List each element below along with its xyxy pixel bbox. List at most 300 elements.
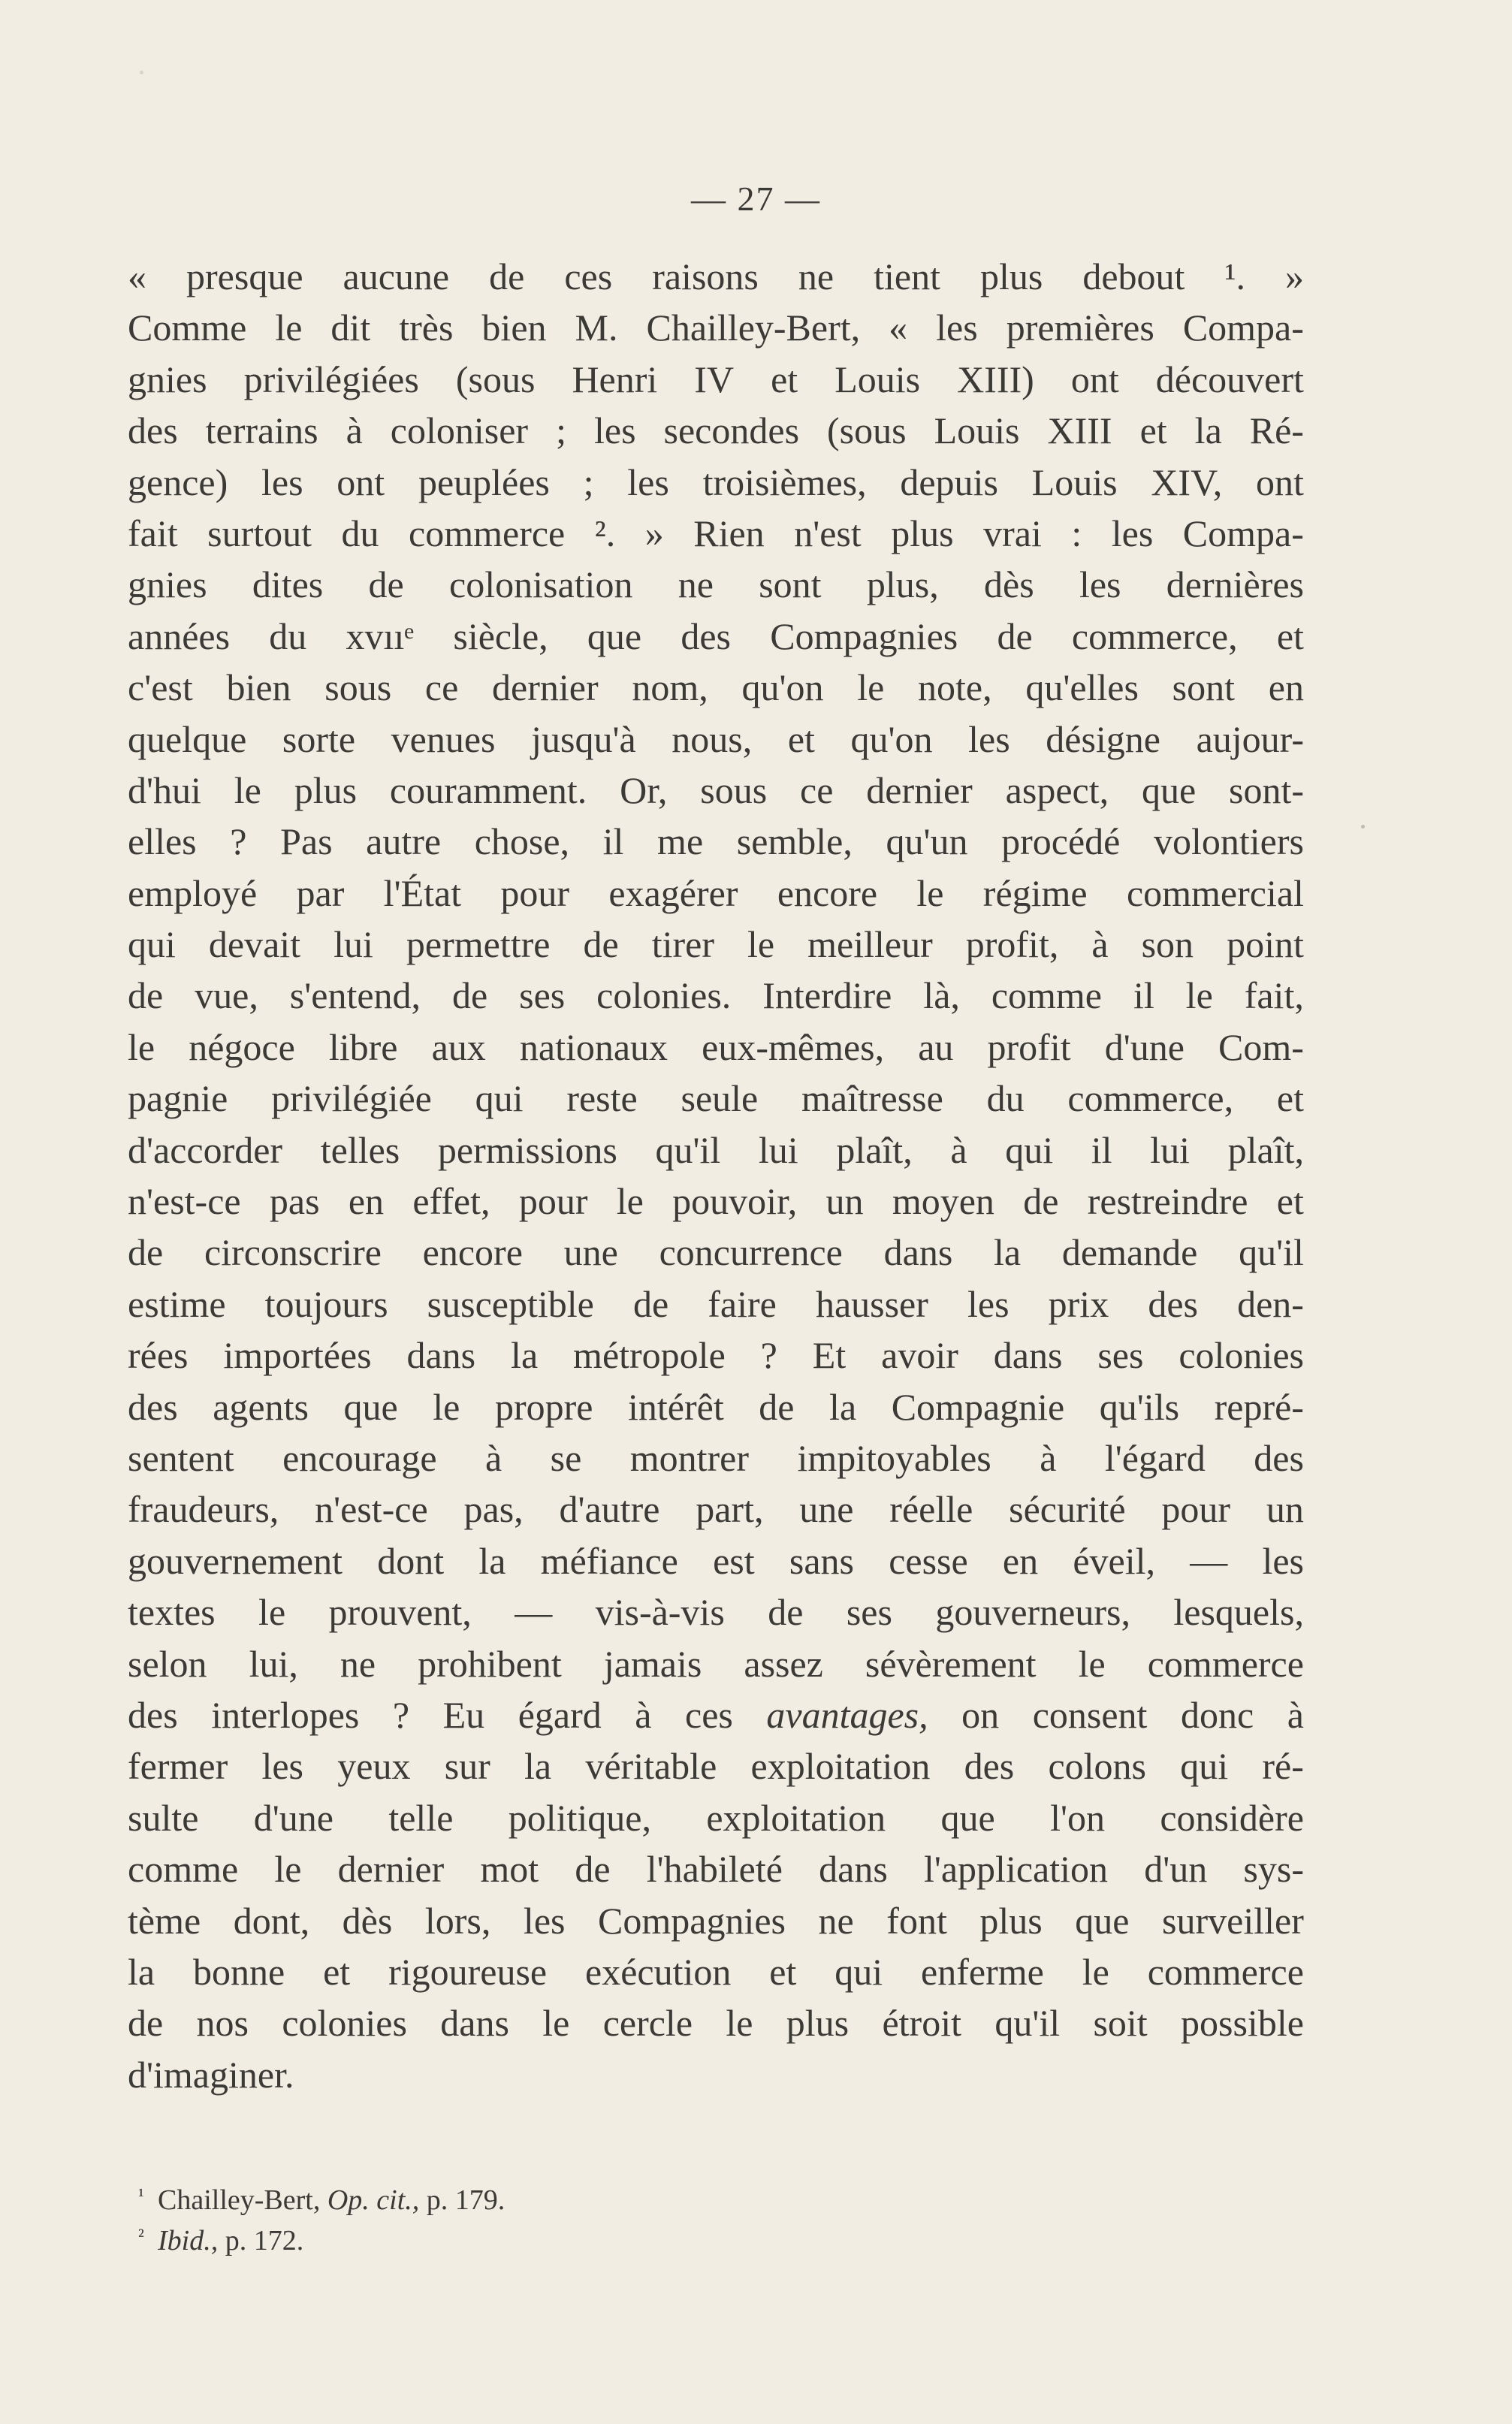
word: vrai (983, 512, 1042, 554)
word: négoce (189, 1025, 295, 1068)
word: bonne (192, 1950, 285, 1993)
word: exploitation (706, 1796, 886, 1839)
word: lui (758, 1128, 798, 1171)
word: estime (128, 1282, 226, 1325)
word: plus (979, 255, 1043, 297)
footnote-1 (138, 2180, 506, 2220)
word: libre (328, 1025, 398, 1068)
word: surtout (207, 512, 312, 554)
body-line (128, 1946, 1304, 1997)
word: demande (1061, 1231, 1198, 1274)
word: que (1141, 768, 1197, 811)
word: le (275, 306, 303, 349)
word: — (1190, 1539, 1228, 1582)
word: siècle, (453, 614, 548, 657)
word: maîtresse (801, 1077, 943, 1120)
word: tirer (651, 923, 714, 966)
word: chose, (474, 820, 570, 863)
word: avantages, (766, 1693, 928, 1736)
body-line (128, 1843, 1304, 1894)
word: fait, (1244, 974, 1304, 1017)
body-line (128, 611, 1304, 662)
word: le (1185, 974, 1213, 1017)
word: montrer (629, 1436, 750, 1479)
word: en (1268, 666, 1304, 709)
word: une (799, 1488, 854, 1531)
word: une (563, 1231, 618, 1274)
word: le (128, 1025, 155, 1068)
word: plus (786, 2002, 850, 2045)
word: secondes (663, 409, 800, 452)
word: Chailley-Bert, (646, 306, 861, 349)
word: den- (1237, 1282, 1304, 1325)
body-line (128, 1330, 1304, 1381)
word: dans (883, 1231, 953, 1274)
footnote-2-page: p. 172. (225, 2225, 304, 2256)
word: d'autre (559, 1488, 660, 1531)
paper-speck (140, 71, 143, 74)
word: ses (1097, 1334, 1144, 1377)
word: jusqu'à (531, 717, 636, 760)
word: de (759, 1385, 795, 1428)
word: couramment. (389, 768, 587, 811)
word: sur (444, 1745, 490, 1788)
word: note, (918, 666, 992, 709)
word: comme (991, 974, 1102, 1017)
word: prix (1048, 1282, 1109, 1325)
body-line (128, 1381, 1304, 1432)
word: à (1040, 1436, 1057, 1479)
word: l'on (1050, 1796, 1105, 1839)
word: à (1287, 1693, 1304, 1736)
word: bien (226, 666, 291, 709)
word: fait (128, 512, 178, 554)
word: à (950, 1128, 967, 1171)
word: telles (320, 1128, 400, 1171)
word: quelque (128, 717, 247, 760)
word: faire (708, 1282, 777, 1325)
word: pour (518, 1180, 588, 1223)
body-line (128, 765, 1304, 816)
word: le (747, 923, 775, 966)
word: restreindre (1087, 1180, 1248, 1223)
word: textes (128, 1591, 216, 1634)
word: ; (556, 409, 566, 452)
word: seule (681, 1077, 759, 1120)
word: le (433, 1385, 460, 1428)
word: colonies (1179, 1334, 1304, 1377)
body-line (128, 1535, 1304, 1586)
word: du (986, 1077, 1025, 1120)
word: on (961, 1693, 1000, 1736)
word: dès (984, 563, 1034, 606)
word: dont (377, 1539, 445, 1582)
word: sont- (1229, 768, 1304, 811)
word: qu'il (994, 2002, 1061, 2045)
word: que (940, 1796, 995, 1839)
word: importées (223, 1334, 372, 1377)
word: ont (1255, 460, 1304, 503)
word: encore (422, 1231, 523, 1274)
word: hausser (815, 1282, 928, 1325)
word: raisons (652, 255, 759, 297)
word: IV (694, 358, 735, 400)
word: le (616, 1180, 644, 1223)
footnote-1-mark: ¹ (138, 2184, 144, 2206)
word: dites (252, 563, 324, 606)
word: assez (744, 1642, 823, 1685)
word: Comme (128, 306, 247, 349)
word: le (542, 2002, 570, 2045)
body-line (128, 508, 1304, 559)
word: profit, (965, 923, 1059, 966)
word: enferme (921, 1950, 1044, 1993)
word: vis-à-vis (595, 1591, 725, 1634)
word: la (524, 1745, 552, 1788)
body-line (128, 868, 1304, 919)
body-line (128, 1124, 1304, 1176)
word: permettre (406, 923, 551, 966)
word: (sous (827, 409, 907, 452)
word: et (769, 1950, 797, 1993)
word: xvııᵉ (346, 614, 415, 657)
word: repré- (1214, 1385, 1304, 1428)
word: les (968, 717, 1010, 760)
word: ce (800, 768, 834, 811)
word: depuis (900, 460, 998, 503)
word: consent (1032, 1693, 1148, 1736)
word: ré- (1262, 1745, 1304, 1788)
word: la (829, 1385, 857, 1428)
word: sentent (128, 1436, 234, 1479)
word: plus (294, 768, 358, 811)
word: il (1133, 974, 1154, 1017)
word: lors, (424, 1899, 491, 1942)
body-line (128, 302, 1304, 353)
word: qui (1005, 1128, 1054, 1171)
word: rées (128, 1334, 189, 1377)
body-line (128, 1586, 1304, 1638)
word: les (1079, 563, 1121, 606)
body-line (128, 1740, 1304, 1792)
word: de (128, 974, 164, 1017)
word: de (768, 1591, 804, 1634)
word: désigne (1046, 717, 1160, 760)
word: sous (700, 768, 768, 811)
word: il (602, 820, 624, 863)
word: Com- (1218, 1025, 1304, 1068)
word: le (916, 871, 944, 914)
word: nationaux (519, 1025, 668, 1068)
word: ? (392, 1693, 410, 1736)
word: éveil, (1073, 1539, 1155, 1582)
word: sys- (1243, 1848, 1304, 1891)
word: et (1276, 1077, 1304, 1120)
paper-speck (1361, 825, 1365, 829)
word: la (511, 1334, 539, 1377)
body-line (128, 1073, 1304, 1124)
word: — (515, 1591, 553, 1634)
word: pas (269, 1180, 320, 1223)
word: ont (1070, 358, 1119, 400)
body-line (128, 1484, 1304, 1535)
word: dès (342, 1899, 393, 1942)
word: réelle (889, 1488, 973, 1531)
word: qui (834, 1950, 883, 1993)
word: très (399, 306, 454, 349)
word: dernières (1166, 563, 1304, 606)
word: nos (196, 2002, 249, 2045)
word: l'application (923, 1848, 1109, 1891)
word: en (1002, 1539, 1039, 1582)
word: (sous (455, 358, 536, 400)
word: commerce (409, 512, 566, 554)
word: point (1227, 923, 1304, 966)
word: politique, (508, 1796, 651, 1839)
word: de (489, 255, 525, 297)
word: ? (760, 1334, 777, 1377)
word: et (771, 358, 798, 400)
word: le (726, 2002, 753, 2045)
word: surveiller (1162, 1899, 1304, 1942)
body-line (128, 1022, 1304, 1073)
word: susceptible (427, 1282, 594, 1325)
word: un (1266, 1488, 1304, 1531)
word: cercle (602, 2002, 693, 2045)
word: Compagnie (891, 1385, 1065, 1428)
word: fraudeurs, (128, 1488, 279, 1531)
word: est (713, 1539, 755, 1582)
word: commerce, (1067, 1077, 1234, 1120)
word: « (128, 255, 146, 297)
word: colonies (282, 2002, 407, 2045)
word: les (593, 409, 636, 452)
word: aux (431, 1025, 486, 1068)
word: il (1091, 1128, 1112, 1171)
word: peuplées (418, 460, 550, 503)
word: telle (388, 1796, 454, 1839)
word: M. (575, 306, 618, 349)
word: Compagnies (598, 1899, 786, 1942)
word: pour (1161, 1488, 1231, 1531)
word: de (632, 1282, 669, 1325)
word: colons (1048, 1745, 1147, 1788)
word: debout (1082, 255, 1185, 297)
word: profit (987, 1025, 1071, 1068)
word: permissions (437, 1128, 617, 1171)
word: les (261, 1745, 304, 1788)
body-line (128, 1278, 1304, 1330)
word: ce (424, 666, 459, 709)
word: concurrence (659, 1231, 843, 1274)
word: coloniser (390, 409, 529, 452)
word: vue, (195, 974, 258, 1017)
word: dont, (233, 1899, 310, 1942)
word: plaît, (1227, 1128, 1304, 1171)
word: commerce (1147, 1642, 1304, 1685)
word: dans (819, 1848, 888, 1891)
word: qu'on (850, 717, 933, 760)
word: nom, (632, 666, 708, 709)
word: qui (475, 1077, 524, 1120)
word: lesquels, (1173, 1591, 1304, 1634)
footnote-1-page: p. 179. (426, 2184, 506, 2216)
word: procédé (1001, 820, 1121, 863)
word: me (657, 820, 704, 863)
word: pour (500, 871, 570, 914)
word: moyen (892, 1180, 994, 1223)
word: des (681, 614, 732, 657)
word: commercial (1126, 871, 1304, 914)
word: le (274, 1848, 302, 1891)
word: terrains (205, 409, 318, 452)
word: circonscrire (204, 1231, 382, 1274)
word: tient (874, 255, 940, 297)
word: de (583, 923, 619, 966)
word: gnies (128, 358, 207, 400)
word: eux-mêmes, (702, 1025, 885, 1068)
word: commerce (1147, 1950, 1304, 1993)
word: part, (696, 1488, 764, 1531)
word: venues (391, 717, 496, 760)
word: reste (566, 1077, 638, 1120)
word: années (128, 614, 231, 657)
word: les (936, 306, 978, 349)
word: ces (564, 255, 613, 297)
word: font (886, 1899, 947, 1942)
footnote-2-mark: ² (138, 2225, 144, 2247)
word: » (644, 512, 664, 554)
word: que (343, 1385, 398, 1428)
word: plus (891, 512, 954, 554)
word: nous, (671, 717, 753, 760)
footnote-1-ref: Op. cit., (327, 2184, 420, 2216)
word: ². (594, 512, 616, 554)
word: interlopes (211, 1693, 360, 1736)
word: aujour- (1196, 717, 1304, 760)
word: encourage (282, 1436, 437, 1479)
word: d'accorder (128, 1128, 283, 1171)
body-line (128, 2049, 1304, 2100)
word: c'est (128, 666, 193, 709)
word: régime (982, 871, 1088, 914)
page-number: — 27 — (691, 180, 821, 218)
word: agents (213, 1385, 309, 1428)
body-line (128, 1176, 1304, 1227)
word: lui (1150, 1128, 1190, 1171)
word: : (1071, 512, 1082, 554)
word: d'hui (128, 768, 201, 811)
word: exécution (585, 1950, 732, 1993)
word: qu'un (886, 820, 968, 863)
word: plus, (866, 563, 939, 606)
word: des (964, 1745, 1015, 1788)
word: Louis (834, 358, 921, 400)
word: sulte (128, 1796, 199, 1839)
word: « (889, 306, 908, 349)
word: au (918, 1025, 954, 1068)
word: cesse (889, 1539, 968, 1582)
word: à (635, 1693, 652, 1736)
word: lui (333, 923, 373, 966)
body-line (128, 1227, 1304, 1278)
word: en (348, 1180, 385, 1223)
body-line (128, 970, 1304, 1021)
word: sous (324, 666, 392, 709)
word: métropole (573, 1334, 726, 1377)
word: qui (128, 923, 176, 966)
word: ¹. (1224, 255, 1245, 297)
word: et (1276, 1180, 1304, 1223)
word: propre (494, 1385, 593, 1428)
word: ; (583, 460, 594, 503)
word: la (1194, 409, 1222, 452)
word: le (857, 666, 885, 709)
word: étroit (882, 2002, 961, 2045)
word: dit (330, 306, 371, 349)
word: ne (340, 1642, 376, 1685)
word: XIII) (957, 358, 1034, 400)
word: Eu (442, 1693, 485, 1736)
word: semble, (736, 820, 853, 863)
word: troisièmes, (702, 460, 867, 503)
body-line (128, 1689, 1304, 1740)
word: Interdire (762, 974, 892, 1017)
word: gouvernement (128, 1539, 343, 1582)
word: colonies. (596, 974, 732, 1017)
word: ne (818, 1899, 854, 1942)
word: s'entend, (289, 974, 421, 1017)
body-line (128, 714, 1304, 765)
word: sécurité (1009, 1488, 1126, 1531)
word: fermer (128, 1745, 228, 1788)
word: n'est-ce (128, 1180, 241, 1223)
word: un (825, 1180, 864, 1223)
word: prohibent (418, 1642, 562, 1685)
body-line (128, 251, 1304, 302)
word: et (1276, 614, 1304, 657)
word: d'une (1104, 1025, 1185, 1068)
word: Et (812, 1334, 847, 1377)
word: lui, (249, 1642, 298, 1685)
word: Compa- (1182, 512, 1304, 554)
word: Rien (693, 512, 765, 554)
body-line (128, 457, 1304, 508)
word: de (1023, 1180, 1059, 1223)
word: des (128, 1693, 178, 1736)
word: XIII (1047, 409, 1112, 452)
body-line (128, 1895, 1304, 1946)
word: colonisation (449, 563, 633, 606)
word: qu'on (741, 666, 824, 709)
word: d'imaginer. (128, 2053, 294, 2096)
word: d'une (253, 1796, 333, 1839)
word: bien (481, 306, 547, 349)
body-line (128, 354, 1304, 405)
word: volontiers (1153, 820, 1304, 863)
word: donc (1180, 1693, 1254, 1736)
word: ses (519, 974, 566, 1017)
word: les (967, 1282, 1010, 1325)
word: de (451, 974, 488, 1017)
body-line (128, 1432, 1304, 1484)
word: considère (1160, 1796, 1304, 1839)
word: dans (440, 2002, 509, 2045)
word: selon (128, 1642, 207, 1685)
word: dans (406, 1334, 476, 1377)
body-line (128, 1792, 1304, 1843)
word: véritable (585, 1745, 717, 1788)
